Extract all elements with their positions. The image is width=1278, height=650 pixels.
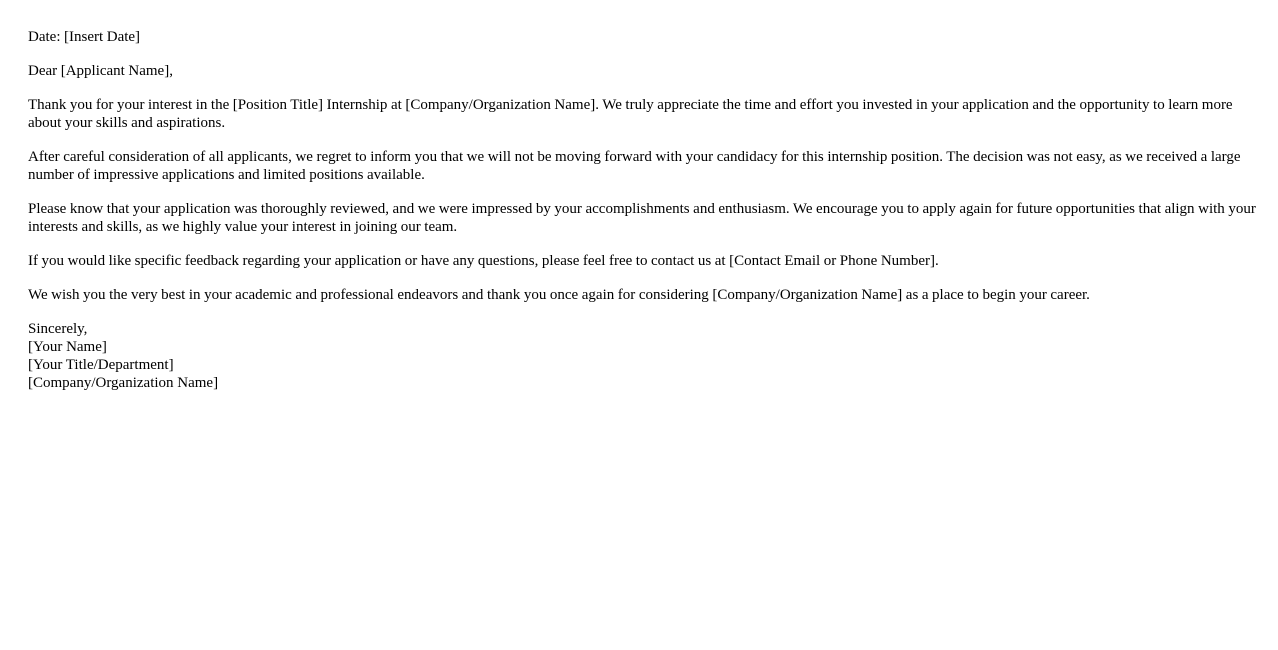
signature-organization: [Company/Organization Name]	[28, 375, 219, 391]
signature-title: [Your Title/Department]	[28, 357, 174, 373]
letter-document	[28, 28, 1258, 392]
body-paragraph-wishes: We wish you the very best in your academic and professional endeavors and thank you once again for considering [Company/Organization Name] as a place to begin your career.	[28, 287, 1090, 303]
closing: Sincerely,	[28, 321, 88, 337]
salutation: Dear [Applicant Name],	[28, 63, 173, 79]
body-paragraph-contact: If you would like specific feedback regarding your application or have any questions, please feel free to contact us at [Contact Email or Phone Number].	[28, 253, 939, 269]
date-line: Date: [Insert Date]	[28, 29, 141, 45]
body-paragraph-decision: After careful consideration of all applicants, we regret to inform you that we will not be moving forward with your candidacy for this internship position. The decision was not easy, as we received a large number of impressive applications and limited positions available.	[28, 149, 1241, 183]
body-paragraph-encouragement: Please know that your application was thoroughly reviewed, and we were impressed by your accomplishments and enthusiasm. We encourage you to apply again for future opportunities that align with your interests and skills, as we highly value your interest in joining our team.	[28, 201, 1256, 235]
signature-name: [Your Name]	[28, 339, 107, 355]
signature-block	[28, 320, 1258, 392]
body-paragraph-thanks: Thank you for your interest in the [Position Title] Internship at [Company/Organization Name]. We truly appreciate the time and effort you invested in your application and the opportunity to learn more about your skills and aspirations.	[28, 97, 1233, 131]
